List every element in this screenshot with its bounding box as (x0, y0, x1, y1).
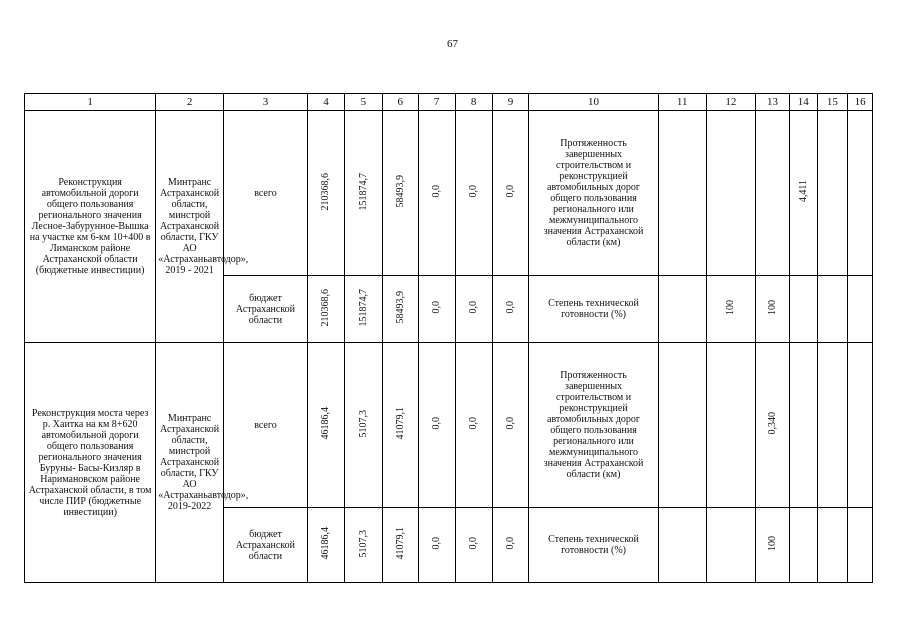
value-text: 0,0 (468, 537, 480, 550)
value-text: 41079,1 (394, 527, 406, 560)
header-cell: 13 (756, 94, 790, 111)
funding-source-cell: всего (223, 343, 307, 508)
value-text: 46186,4 (320, 407, 332, 440)
value-cell (789, 508, 817, 583)
header-cell: 14 (789, 94, 817, 111)
value-cell (418, 276, 455, 343)
header-cell: 12 (706, 94, 755, 111)
value-cell (706, 508, 755, 583)
value-text: 41079,1 (394, 407, 406, 440)
table-row (25, 343, 873, 508)
header-cell: 8 (455, 94, 492, 111)
header-cell: 15 (817, 94, 848, 111)
value-cell (817, 276, 848, 343)
indicator-cell: Протяженность завершенных строительством и реконструкцией автомобильных дорог общего пользования регионального или межмуниципального значения Астраханской области (км) (529, 343, 658, 508)
value-text: 100 (766, 536, 778, 551)
value-cell (418, 508, 455, 583)
value-cell (455, 276, 492, 343)
value-cell (344, 508, 382, 583)
header-cell: 6 (382, 94, 418, 111)
value-cell (756, 508, 790, 583)
value-cell (492, 276, 529, 343)
value-text: 210368,6 (320, 288, 332, 327)
value-cell (344, 111, 382, 276)
header-cell: 5 (344, 94, 382, 111)
value-cell (658, 508, 706, 583)
value-cell (848, 508, 873, 583)
value-text: 58493,9 (394, 291, 406, 324)
value-text: 0,0 (468, 417, 480, 430)
value-text: 58493,9 (394, 175, 406, 208)
value-cell (492, 343, 529, 508)
value-text: 0,0 (431, 417, 443, 430)
value-cell (756, 111, 790, 276)
value-cell (706, 111, 755, 276)
executor-cell: Минтранс Астраханской области, минстрой Астраханской области, ГКУ АО «Астраханьавтодор», 2019 - 2021 (156, 111, 224, 343)
value-cell (789, 111, 817, 276)
value-text: 0,0 (431, 185, 443, 198)
value-cell (848, 111, 873, 276)
value-cell (418, 111, 455, 276)
value-text: 151874,7 (357, 288, 369, 327)
value-cell (308, 343, 345, 508)
value-cell (706, 276, 755, 343)
value-text: 151874,7 (357, 172, 369, 211)
value-cell (344, 343, 382, 508)
object-name-cell: Реконструкция автомобильной дороги общего пользования регионального значения Лесное-Забурунное-Вышка на участке км 6-км 10+400 в Лиманском районе Астраханской области (бюджетные инвестиции) (25, 111, 156, 343)
value-cell (789, 343, 817, 508)
value-text: 210368,6 (320, 172, 332, 211)
header-row (25, 94, 873, 111)
value-cell (848, 343, 873, 508)
value-cell (382, 508, 418, 583)
header-cell: 16 (848, 94, 873, 111)
value-cell (418, 343, 455, 508)
value-cell (455, 508, 492, 583)
object-name-cell: Реконструкция моста через р. Хаитка на км 8+620 автомобильной дороги общего пользования регионального значения Буруны- Басы-Кизляр в Наримановском районе Астраханской области, в том числе ПИР (бюджетные инвестиции) (25, 343, 156, 583)
value-text: 100 (766, 300, 778, 315)
indicator-cell: Степень технической готовности (%) (529, 276, 658, 343)
value-cell (658, 343, 706, 508)
value-cell (492, 111, 529, 276)
value-text: 0,0 (431, 537, 443, 550)
header-cell: 1 (25, 94, 156, 111)
value-cell (756, 343, 790, 508)
header-cell: 7 (418, 94, 455, 111)
value-cell (756, 276, 790, 343)
value-cell (658, 111, 706, 276)
value-cell (308, 111, 345, 276)
value-text: 46186,4 (320, 527, 332, 560)
header-cell: 3 (223, 94, 307, 111)
value-cell (455, 111, 492, 276)
value-cell (706, 343, 755, 508)
header-cell: 9 (492, 94, 529, 111)
value-cell (308, 276, 345, 343)
value-text: 4,411 (797, 180, 809, 203)
value-text: 0,0 (504, 417, 516, 430)
value-text: 5107,3 (357, 409, 369, 438)
value-cell (308, 508, 345, 583)
value-text: 0,0 (504, 185, 516, 198)
funding-source-cell: всего (223, 111, 307, 276)
value-cell (817, 508, 848, 583)
funding-source-cell: бюджет Астраханской области (223, 276, 307, 343)
executor-cell: Минтранс Астраханской области, минстрой Астраханской области, ГКУ АО «Астраханьавтодор», 2019-2022 (156, 343, 224, 583)
value-text: 5107,3 (357, 529, 369, 558)
header-cell: 2 (156, 94, 224, 111)
value-text: 0,340 (766, 412, 778, 435)
value-cell (848, 276, 873, 343)
value-cell (789, 276, 817, 343)
value-cell (455, 343, 492, 508)
value-cell (382, 111, 418, 276)
header-cell: 4 (308, 94, 345, 111)
value-text: 0,0 (468, 301, 480, 314)
value-cell (817, 343, 848, 508)
header-cell: 10 (529, 94, 658, 111)
budget-table (24, 93, 873, 583)
indicator-cell: Степень технической готовности (%) (529, 508, 658, 583)
funding-source-cell: бюджет Астраханской области (223, 508, 307, 583)
value-text: 0,0 (468, 185, 480, 198)
value-cell (658, 276, 706, 343)
indicator-cell: Протяженность завершенных строительством и реконструкцией автомобильных дорог общего пользования регионального или межмуниципального значения Астраханской области (км) (529, 111, 658, 276)
value-text: 0,0 (504, 301, 516, 314)
value-cell (382, 276, 418, 343)
value-cell (344, 276, 382, 343)
table-row (25, 111, 873, 276)
value-cell (492, 508, 529, 583)
value-cell (817, 111, 848, 276)
value-text: 0,0 (431, 301, 443, 314)
header-cell: 11 (658, 94, 706, 111)
page-number: 67 (447, 38, 458, 50)
value-text: 0,0 (504, 537, 516, 550)
value-cell (382, 343, 418, 508)
value-text: 100 (725, 300, 737, 315)
